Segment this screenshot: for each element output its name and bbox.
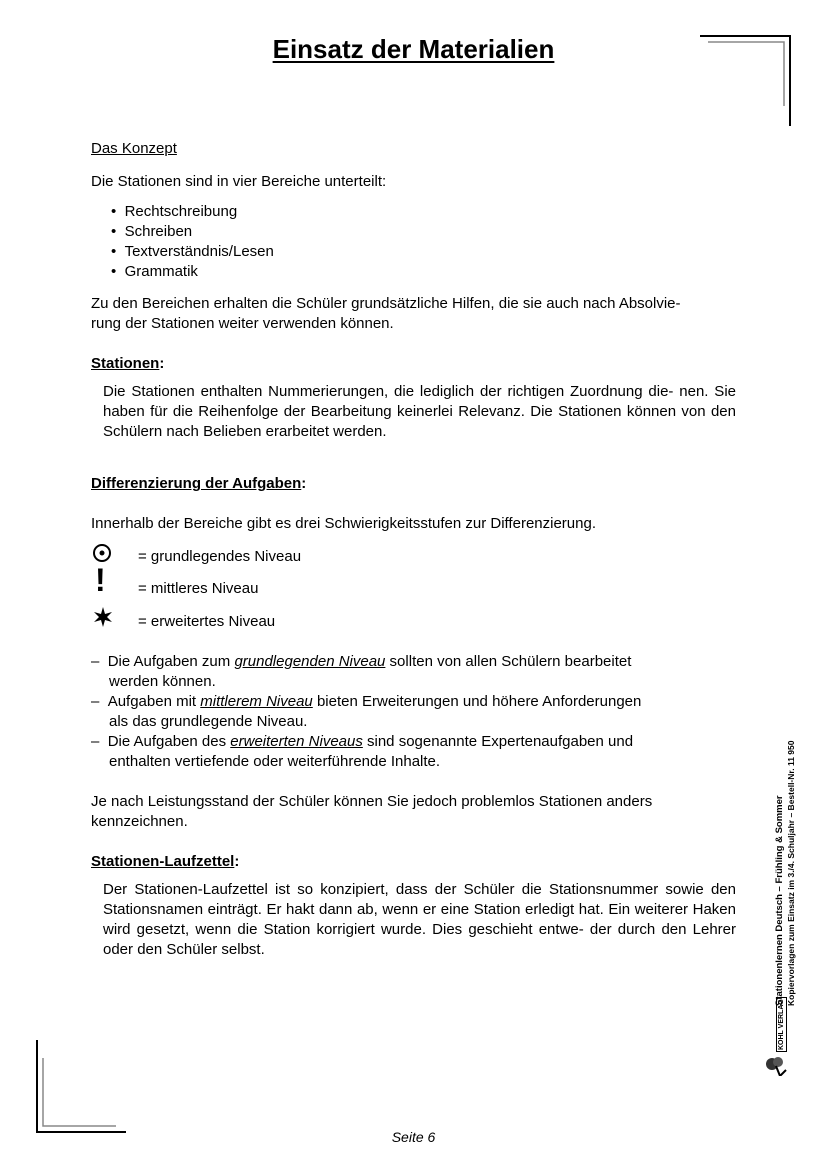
page-title: Einsatz der Materialien xyxy=(272,34,555,64)
bottom-left-corner-ornament xyxy=(34,1040,129,1136)
exclamation-icon: ! xyxy=(95,562,106,598)
side-order-info: Kopiervorlagen zum Einsatz im 3./4. Schuljahr – Bestell-Nr. 11 950 xyxy=(786,740,796,1006)
dash-item-1: – Die Aufgaben zum grundlegenden Niveau sollten von allen Schülern bearbeitet xyxy=(91,653,632,670)
section-heading-stationen: Stationen: xyxy=(91,355,165,372)
dash-item-3: – Die Aufgaben des erweiterten Niveaus sind sogenannte Expertenaufgaben und xyxy=(91,733,634,750)
level-label-mittleres: = mittleres Niveau xyxy=(138,580,259,597)
leistung-paragraph-line-1: Je nach Leistungsstand der Schüler können Sie jedoch problemlos Stationen anders xyxy=(91,793,653,810)
laufzettel-paragraph: Der Stationen-Laufzettel ist so konzipiert, dass der Schüler die Stationsnummer sowie den Stationsnamen einträgt. Er hakt dann ab, wenn er eine Station erledigt hat. Ein weiterer Haken wird gesetzt, wenn die Station korrigiert wurde. Dies geschieht entwe- der durch den Lehrer oder den Schüler selbst. xyxy=(103,881,736,958)
level-label-erweitertes: = erweitertes Niveau xyxy=(138,613,276,630)
star-icon xyxy=(93,607,113,627)
tree-icon xyxy=(764,1056,790,1076)
stationen-paragraph: Die Stationen enthalten Nummerierungen, die lediglich der richtigen Zuordnung die- nen. Sie haben für die Reihenfolge der Bearbeitung keinerlei Relevanz. Die Stationen können von den Schülern nach Belieben erarbeitet werden. xyxy=(103,383,736,440)
hilfen-paragraph-line-2: rung der Stationen weiter verwenden können. xyxy=(91,315,394,332)
publisher-logo xyxy=(764,999,794,1076)
hilfen-paragraph-line-1: Zu den Bereichen erhalten die Schüler grundsätzliche Hilfen, die sie auch nach Absolvie- xyxy=(91,295,681,312)
intro-text: Die Stationen sind in vier Bereiche unterteilt: xyxy=(91,173,387,190)
page-number: Seite 6 xyxy=(391,1129,436,1145)
section-heading-differenzierung: Differenzierung der Aufgaben: xyxy=(91,475,307,492)
side-series-title: Stationenlernen Deutsch – Frühling & Sommer xyxy=(774,795,785,1006)
dash-item-2-cont: als das grundlegende Niveau. xyxy=(109,713,308,730)
dash-item-3-cont: enthalten vertiefende oder weiterführende Inhalte. xyxy=(109,753,441,770)
leistung-paragraph-line-2: kennzeichnen. xyxy=(91,813,188,830)
list-item: • Textverständnis/Lesen xyxy=(111,243,274,260)
dash-item-1-cont: werden können. xyxy=(109,673,216,690)
dash-item-2: – Aufgaben mit mittlerem Niveau bieten Erweiterungen und höhere Anforderungen xyxy=(91,693,642,710)
list-item: • Rechtschreibung xyxy=(111,203,238,220)
side-publication-info xyxy=(776,740,794,1040)
publisher-logo-label: KOHL VERLAG xyxy=(778,999,785,1050)
section-heading-konzept: Das Konzept xyxy=(91,140,177,157)
list-item: • Grammatik xyxy=(111,263,198,280)
section-heading-laufzettel: Stationen-Laufzettel: xyxy=(91,853,240,870)
differenzierung-intro: Innerhalb der Bereiche gibt es drei Schwierigkeitsstufen zur Differenzierung. xyxy=(91,515,596,532)
level-label-grundlegend: = grundlegendes Niveau xyxy=(138,548,302,565)
list-item: • Schreiben xyxy=(111,223,193,240)
